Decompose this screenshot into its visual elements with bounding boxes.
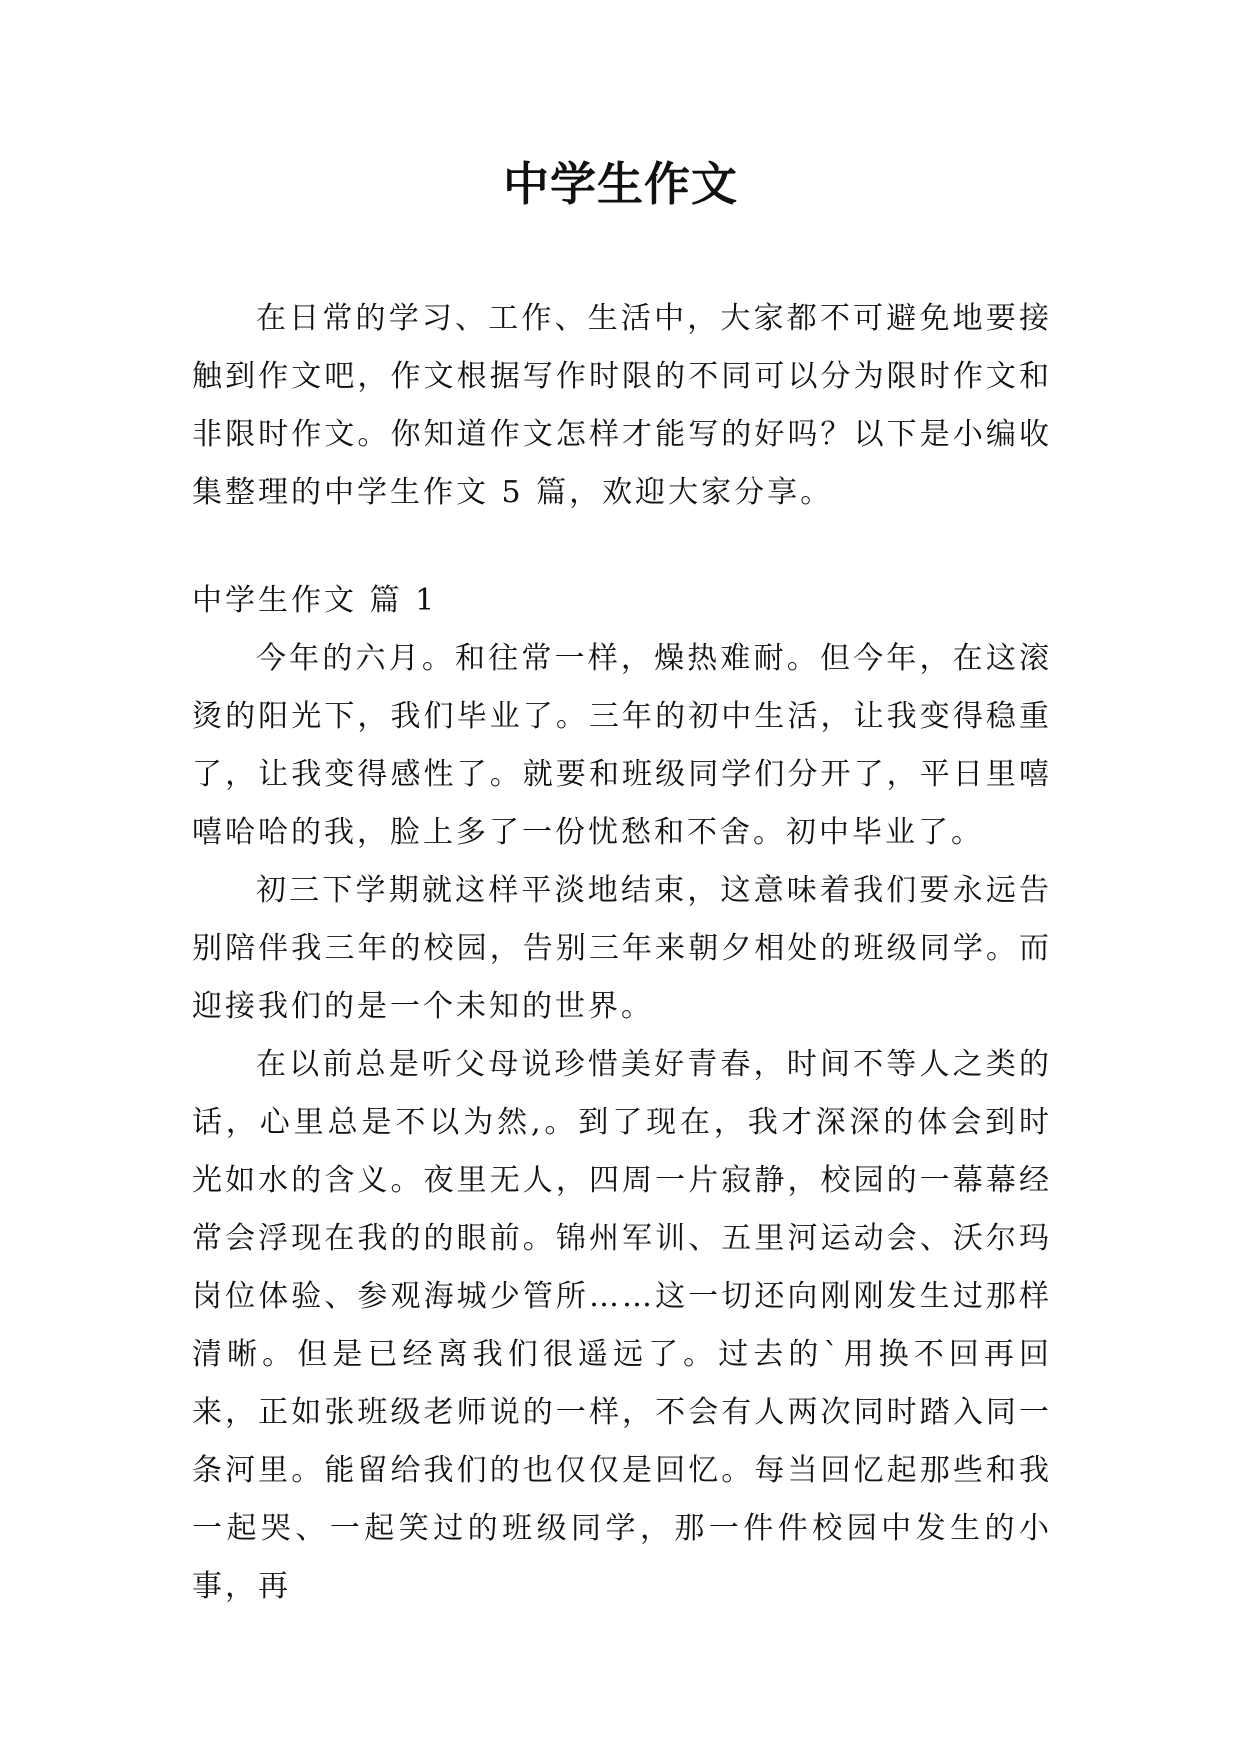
document-body	[192, 290, 1052, 1616]
section-heading: 中学生作文 篇 1	[192, 583, 438, 618]
body-paragraph-2: 初三下学期就这样平淡地结束，这意味着我们要永远告别陪伴我三年的校园，告别三年来朝夕相处的班级同学。而迎接我们的是一个未知的世界。	[192, 873, 1052, 1024]
body-paragraph-1: 今年的六月。和往常一样，燥热难耐。但今年，在这滚烫的阳光下，我们毕业了。三年的初中生活，让我变得稳重了，让我变得感性了。就要和班级同学们分开了，平日里嘻嘻哈哈的我，脸上多了一份忧愁和不舍。初中毕业了。	[192, 641, 1052, 850]
document-title: 中学生作文	[503, 157, 738, 211]
body-paragraph-3: 在以前总是听父母说珍惜美好青春，时间不等人之类的话，心里总是不以为然,。到了现在，我才深深的体会到时光如水的含义。夜里无人，四周一片寂静，校园的一幕幕经常会浮现在我的的眼前。锦州军训、五里河运动会、沃尔玛岗位体验、参观海城少管所……这一切还向刚刚发生过那样清晰。但是已经离我们很遥远了。过去的`用换不回再回来，正如张班级老师说的一样，不会有人两次同时踏入同一条河里。能留给我们的也仅仅是回忆。每当回忆起那些和我一起哭、一起笑过的班级同学，那一件件校园中发生的小事，再	[192, 1047, 1052, 1604]
intro-paragraph: 在日常的学习、工作、生活中，大家都不可避免地要接触到作文吧，作文根据写作时限的不同可以分为限时作文和非限时作文。你知道作文怎样才能写的好吗？以下是小编收集整理的中学生作文 5 篇，欢迎大家分享。	[192, 301, 1052, 510]
